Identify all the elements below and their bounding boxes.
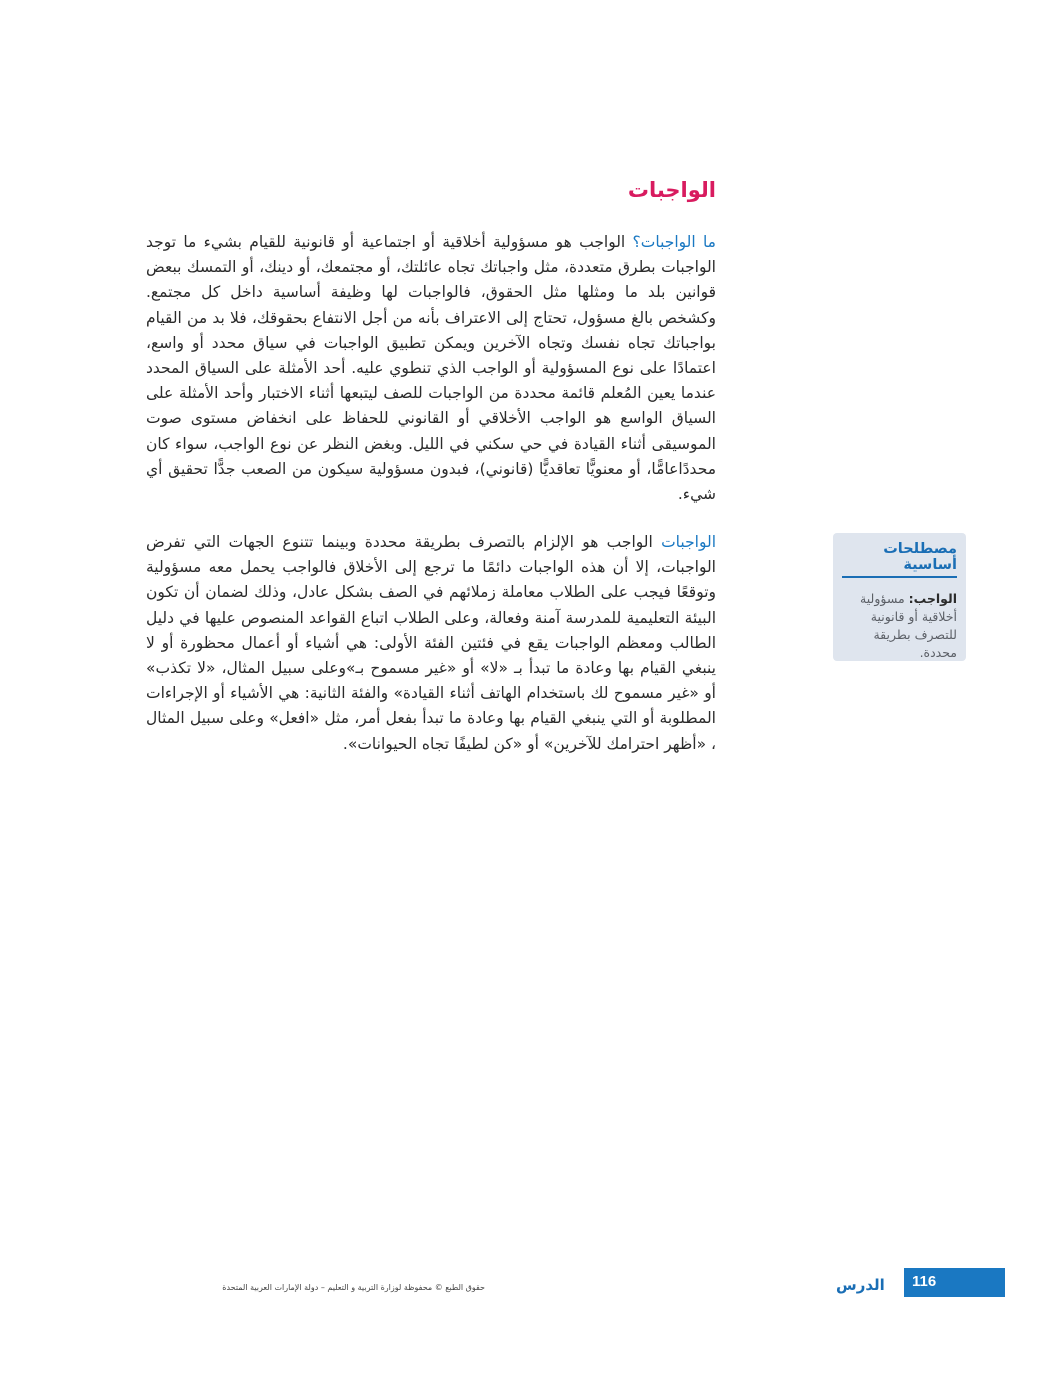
paragraph-lead: ما الواجبات؟ [632,233,716,251]
lesson-label: الدرس [836,1276,885,1294]
section-title: الواجبات [627,178,716,202]
page-number: 116 [912,1273,937,1290]
paragraph-text: الواجب هو مسؤولية أخلاقية أو اجتماعية أو قانونية للقيام بشيء ما توجد الواجبات بطرق متعددة، مثل واجباتك تجاه عائلتك، أو مجتمعك، أو دينك، أو التمسك ببعض قوانين بلد ما ومثلها مثل الحقوق، فالواجبات لها وظيفة أساسية داخل كل مجتمع. وكشخص بالغ مسؤول، تحتاج إلى الاعتراف بأنه من أجل الانتفاع بحقوقك، فلا بد من القيام بواجباتك تجاه نفسك وتجاه الآخرين ويمكن تطبيق الواجبات في سياق محدد أو واسع، اعتمادًا على نوع المسؤولية أو الواجب الذي تنطوي عليه. أحد الأمثلة على السياق المحدد عندما يعين المُعلم قائمة محددة من الواجبات للصف ليتبعها أثناء الاختبار وأحد الأمثلة على السياق الواسع هو الواجب الأخلاقي أو القانوني للحفاظ على انخفاض مستوى صوت الموسيقى أثناء القيادة في حي سكني في الليل. وبغض النظر عن نوع الواجب، سواء كان محددًاعامًّا، أو معنويًّا تعاقديًّا (قانوني)، فبدون مسؤولية سيكون من الصعب جدًّا تحقيق أي شيء. [146,233,716,504]
paragraph-lead: الواجبات [661,533,716,551]
paragraph-text: الواجب هو الإلزام بالتصرف بطريقة محددة وبينما تتنوع الجهات التي تفرض الواجبات، إلا أن هذه الواجبات دائمًا ما ترجع إلى الأخلاق فالواجب يحمل معه مسؤولية وتوقعًا فيجب على الطلاب معاملة زملائهم في الصف بشكل عادل، وذلك لضمان أن تكون البيئة التعليمية للمدرسة آمنة وفعالة، وعلى الطلاب اتباع القواعد المنصوص عليها في دليل الطالب ومعظم الواجبات يقع في فئتين الفئة الأولى: هي أشياء أو أعمال محظورة أو لا ينبغي القيام بها وعادة ما تبدأ بـ «لا» أو «غير مسموح بـ»وعلى سبيل المثال، «لا تكذب» أو «غير مسموح لك باستخدام الهاتف أثناء القيادة» والفئة الثانية: هي الأشياء أو الإجراءات المطلوبة أو التي ينبغي القيام بها وعادة ما تبدأ بفعل أمر، مثل «افعل» وعلى سبيل المثال ، «أظهر احترامك للآخرين» أو «كن لطيفًا تجاه الحيوانات». [146,533,716,753]
body-paragraph-1 [146,230,716,507]
key-term-definition [842,590,957,662]
definition-text: مسؤولية أخلاقية أو قانونية للتصرف بطريقة محددة. [860,591,957,660]
key-terms-title: مصطلحات أساسية [842,541,957,578]
key-terms-box [833,533,966,661]
body-paragraph-2 [146,530,716,757]
copyright-notice: حقوق الطبع © محفوظة لوزارة التربية و التعليم – دولة الإمارات العربية المتحدة [222,1283,485,1292]
key-term: الواجب: [908,591,957,606]
